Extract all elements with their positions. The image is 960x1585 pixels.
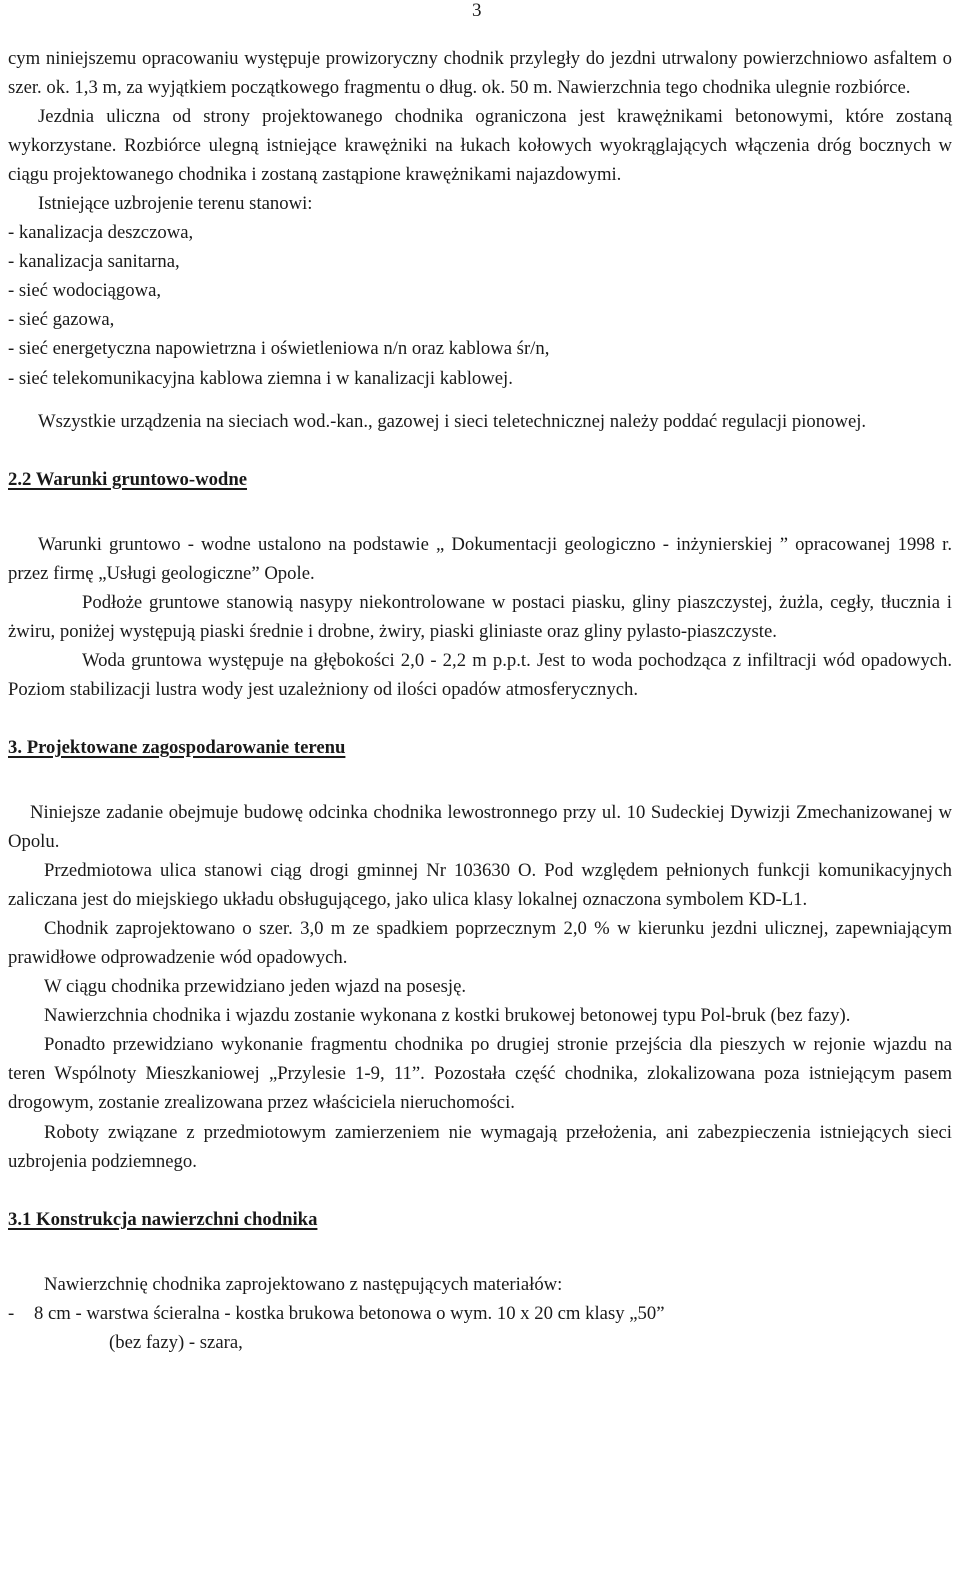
section-2-2-heading: 2.2 Warunki gruntowo-wodne <box>8 468 248 490</box>
regulation-note: Wszystkie urządzenia na sieciach wod.-kan., gazowej i sieci teletechnicznej należy poddać regulacji pionowej. <box>38 410 867 432</box>
document-body <box>8 44 952 1357</box>
material-text-continued: (bez fazy) - szara, <box>109 1331 243 1353</box>
section-3-paragraph-4: W ciągu chodnika przewidziano jeden wjazd na posesję. <box>44 976 467 998</box>
list-item: - sieć gazowa, <box>8 309 115 331</box>
list-item: - kanalizacja deszczowa, <box>8 222 194 244</box>
page-number: 3 <box>472 0 482 21</box>
section-3-paragraph-7: Roboty związane z przedmiotowym zamierzeniem nie wymagają przełożenia, ani zabezpieczenia istniejących sieci uzbrojenia podziemnego. <box>8 1121 952 1172</box>
section-3-heading: 3. Projektowane zagospodarowanie terenu <box>8 736 346 758</box>
utilities-intro: Istniejące uzbrojenie terenu stanowi: <box>38 193 313 215</box>
material-text: 8 cm - warstwa ścieralna - kostka brukowa betonowa o wym. 10 x 20 cm klasy „50” <box>34 1302 665 1324</box>
section-3-paragraph-5: Nawierzchnia chodnika i wjazdu zostanie wykonana z kostki brukowej betonowej typu Pol-bruk (bez fazy). <box>44 1005 851 1027</box>
section-3-1-heading: 3.1 Konstrukcja nawierzchni chodnika <box>8 1208 318 1230</box>
section-3-paragraph-3: Chodnik zaprojektowano o szer. 3,0 m ze spadkiem poprzecznym 2,0 % w kierunku jezdni ulicznej, zapewniającym prawidłowe odprowadzenie wód opadowych. <box>8 918 952 969</box>
section-3-paragraph-6: Ponadto przewidziano wykonanie fragmentu chodnika po drugiej stronie przejścia dla pieszych w rejonie wjazdu na teren Wspólnoty Mieszkaniowej „Przylesie 1-9, 11”. Pozostała część chodnika, zlokalizowana poza istniejącym pasem drogowym, zostanie zrealizowana przez właściciela nieruchomości. <box>8 1034 952 1114</box>
utilities-list <box>8 218 952 392</box>
section-3-paragraph-1: Niniejsze zadanie obejmuje budowę odcinka chodnika lewostronnego przy ul. 10 Sudeckiej Dywizji Zmechanizowanej w Opolu. <box>8 801 952 853</box>
section-3-paragraph-2: Przedmiotowa ulica stanowi ciąg drogi gminnej Nr 103630 O. Pod względem pełnionych funkcji komunikacyjnych zaliczana jest do miejskiego układu obsługującego, jako ulica klasy lokalnej oznaczona symbolem KD-L1. <box>8 860 952 911</box>
intro-paragraph-2: Jezdnia uliczna od strony projektowanego chodnika ograniczona jest krawężnikami betonowymi, które zostaną wykorzystane. Rozbiórce ulegną istniejące krawężniki na łukach kołowych wyokrąglających włączenia dróg bocznych w ciągu projektowanego chodnika i zostaną zastąpione krawężnikami najazdowymi. <box>8 106 952 186</box>
section-2-2-paragraph-2: Podłoże gruntowe stanowią nasypy niekontrolowane w postaci piasku, gliny piaszczystej, żużla, cegły, tłucznia i żwiru, poniżej występują piaski średnie i drobne, żwiry, piaski gliniaste oraz gliny pylasto-piaszczyste. <box>8 591 952 642</box>
list-item: - kanalizacja sanitarna, <box>8 251 180 273</box>
material-item <box>8 1299 952 1357</box>
material-dash: - <box>8 1302 15 1324</box>
list-item: - sieć wodociągowa, <box>8 280 162 302</box>
intro-paragraph-1: cym niniejszemu opracowaniu występuje prowizoryczny chodnik przyległy do jezdni utrwalony powierzchniowo asfaltem o szer. ok. 1,3 m, za wyjątkiem początkowego fragmentu o dług. ok. 50 m. Nawierzchnia tego chodnika ulegnie rozbiórce. <box>8 48 952 99</box>
list-item: - sieć telekomunikacyjna kablowa ziemna i w kanalizacji kablowej. <box>8 367 513 389</box>
section-2-2-paragraph-1: Warunki gruntowo - wodne ustalono na podstawie „ Dokumentacji geologiczno - inżynierskiej ” opracowanej 1998 r. przez firmę „Usługi geologiczne” Opole. <box>8 533 952 584</box>
section-3-1-intro: Nawierzchnię chodnika zaprojektowano z następujących materiałów: <box>44 1273 563 1295</box>
section-2-2-paragraph-3: Woda gruntowa występuje na głębokości 2,0 - 2,2 m p.p.t. Jest to woda pochodząca z infiltracji wód opadowych. Poziom stabilizacji lustra wody jest uzależniony od ilości opadów atmosferycznych. <box>8 649 952 700</box>
list-item: - sieć energetyczna napowietrzna i oświetleniowa n/n oraz kablowa śr/n, <box>8 338 550 360</box>
